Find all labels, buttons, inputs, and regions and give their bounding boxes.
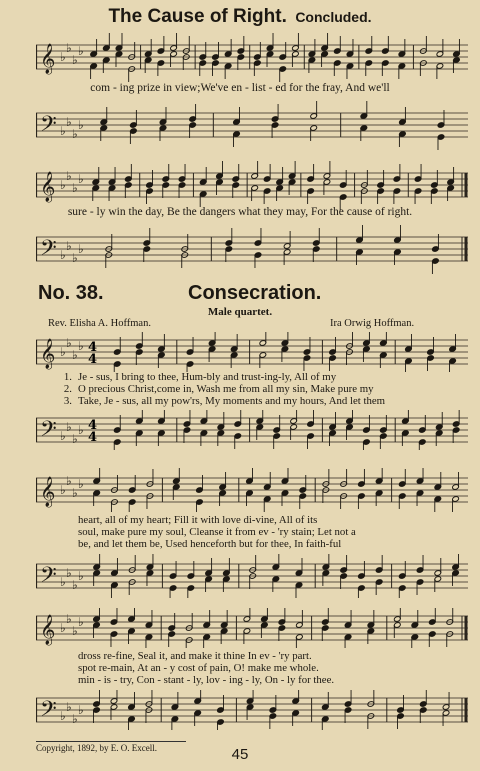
svg-text:♭: ♭ [60, 575, 66, 589]
music-system-1-bass [36, 100, 468, 150]
svg-text:♭: ♭ [66, 239, 72, 253]
svg-text:♭: ♭ [72, 578, 78, 592]
svg-text:♭: ♭ [66, 115, 72, 129]
svg-text:♭: ♭ [72, 348, 78, 362]
lyric-line: sure - ly win the day, Be the dangers what they may, For the cause of right. [67, 206, 413, 218]
verse-line: 3. Take, Je - sus, all my pow'rs, My moments and my hours, And let them [63, 395, 386, 407]
verse-line: dross re-fine, Seal it, and make it thine In ev - 'ry part. [78, 650, 312, 662]
svg-text:♭: ♭ [78, 569, 84, 583]
svg-text:𝄢: 𝄢 [40, 236, 57, 266]
svg-text:4: 4 [88, 418, 98, 433]
svg-text:♭: ♭ [66, 169, 72, 183]
music-system-5-treble [36, 608, 468, 648]
svg-text:♭: ♭ [66, 336, 72, 350]
svg-text:♭: ♭ [78, 615, 84, 629]
svg-text:♭: ♭ [60, 429, 66, 443]
music-system-5-bass [36, 690, 468, 730]
treble-staff [36, 608, 468, 648]
svg-text:𝄞: 𝄞 [40, 44, 56, 74]
bass-staff [36, 690, 468, 730]
svg-text:4: 4 [88, 430, 98, 445]
music-system-4-treble [36, 468, 468, 512]
verse-block-1 [52, 371, 385, 407]
svg-text:♭: ♭ [72, 251, 78, 265]
verse-line: spot re-main, At an - y cost of pain, O! make me whole. [78, 662, 319, 674]
verse-line: 1. Je - sus, I bring to thee, Hum-bly and trust-ing-ly, All of my [63, 371, 337, 383]
svg-text:4: 4 [88, 352, 98, 367]
svg-text:𝄢: 𝄢 [40, 563, 57, 593]
bass-staff [36, 224, 468, 274]
svg-text:♭: ♭ [66, 41, 72, 55]
svg-text:♭: ♭ [60, 483, 66, 497]
svg-text:𝄞: 𝄞 [40, 615, 56, 645]
svg-text:♭: ♭ [60, 709, 66, 723]
svg-text:♭: ♭ [78, 242, 84, 256]
verse-line: heart, all of my heart; Fill it with love di-vine, All of its [78, 514, 318, 526]
music-system-2-treble [36, 160, 468, 210]
svg-text:𝄢: 𝄢 [40, 112, 57, 142]
music-system-2-bass [36, 224, 468, 274]
svg-text:♭: ♭ [60, 248, 66, 262]
svg-text:♭: ♭ [66, 566, 72, 580]
svg-text:♭: ♭ [72, 432, 78, 446]
svg-text:♭: ♭ [72, 486, 78, 500]
svg-text:♭: ♭ [72, 712, 78, 726]
music-system-3-bass [36, 410, 468, 450]
svg-text:♭: ♭ [60, 621, 66, 635]
svg-text:♭: ♭ [72, 53, 78, 67]
bass-staff [36, 100, 468, 150]
song-title-note: Concluded. [295, 9, 372, 25]
svg-text:♭: ♭ [66, 612, 72, 626]
svg-text:♭: ♭ [72, 624, 78, 638]
svg-text:♭: ♭ [66, 700, 72, 714]
bass-staff [36, 554, 468, 598]
composer-credit: Ira Orwig Hoffman. [330, 318, 415, 329]
svg-text:♭: ♭ [78, 44, 84, 58]
svg-text:♭: ♭ [60, 345, 66, 359]
svg-text:𝄢: 𝄢 [40, 697, 57, 727]
svg-text:♭: ♭ [60, 124, 66, 138]
svg-text:♭: ♭ [60, 50, 66, 64]
svg-text:♭: ♭ [78, 172, 84, 186]
author-credit: Rev. Elisha A. Hoffman. [48, 318, 151, 329]
bass-staff [36, 410, 468, 450]
verse-line: 2. O precious Christ,come in, Wash me from all my sin, Make pure my [63, 383, 374, 395]
copyright-notice: Copyright, 1892, by E. O. Excell. [36, 743, 157, 753]
svg-text:♭: ♭ [78, 339, 84, 353]
svg-text:♭: ♭ [66, 474, 72, 488]
footer-rule [36, 741, 186, 742]
svg-text:♭: ♭ [72, 181, 78, 195]
lyric-line: com - ing prize in view;We've en - list - ed for the fray, And we'll [90, 82, 390, 94]
svg-text:4: 4 [88, 340, 98, 355]
svg-text:𝄞: 𝄞 [40, 172, 56, 202]
svg-text:♭: ♭ [78, 477, 84, 491]
treble-staff [36, 468, 468, 512]
svg-text:♭: ♭ [72, 127, 78, 141]
verse-line: min - is - try, Con - stant - ly, lov - ing - ly, On - ly for thee. [78, 674, 335, 686]
svg-text:𝄞: 𝄞 [40, 477, 56, 507]
svg-text:♭: ♭ [78, 423, 84, 437]
song-title: The Cause of Right. [108, 6, 287, 27]
music-system-1-treble [36, 32, 468, 82]
svg-text:𝄞: 𝄞 [40, 339, 56, 369]
svg-text:𝄢: 𝄢 [40, 417, 57, 447]
music-system-4-bass [36, 554, 468, 598]
page-number: 45 [231, 746, 249, 763]
verse-block-3 [52, 650, 334, 686]
verse-block-2 [52, 514, 356, 550]
svg-text:♭: ♭ [60, 178, 66, 192]
treble-staff [36, 32, 468, 82]
verse-line: be, and let them be, Used henceforth but for thee, In faith-ful [78, 538, 342, 550]
svg-text:♭: ♭ [78, 703, 84, 717]
treble-staff [36, 160, 468, 210]
song-title-header [0, 6, 480, 28]
svg-text:♭: ♭ [66, 420, 72, 434]
hymn-number: No. 38. [38, 282, 104, 304]
hymn-title: Consecration. [188, 282, 322, 304]
music-system-3-treble [36, 332, 468, 372]
verse-line: soul, make pure my soul, Cleanse it from ev - 'ry stain; Let not a [78, 526, 356, 538]
treble-staff [36, 332, 468, 372]
svg-text:♭: ♭ [78, 118, 84, 132]
hymn-arrangement: Male quartet. [207, 306, 273, 318]
